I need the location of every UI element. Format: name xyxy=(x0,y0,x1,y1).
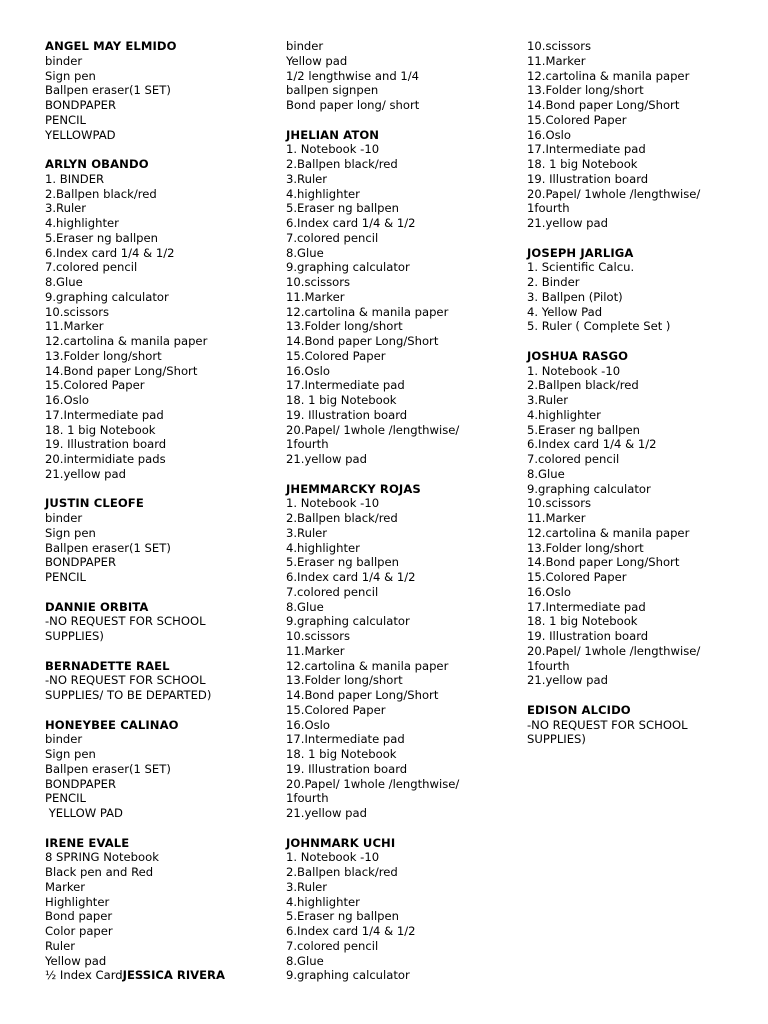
supply-item: 11.Marker xyxy=(286,289,345,304)
supply-item: 12.cartolina & manila paper xyxy=(527,525,690,540)
student-block-jhemmarcky-rojas xyxy=(286,482,516,821)
supply-item: 5.Eraser ng ballpen xyxy=(527,422,641,437)
student-name: JOSHUA RASGO xyxy=(527,348,629,363)
supply-item: -NO REQUEST FOR SCHOOL xyxy=(45,614,206,629)
supply-item: 3.Ruler xyxy=(45,201,87,216)
supply-item: YELLOW PAD xyxy=(45,806,123,820)
column-right xyxy=(527,39,759,762)
supply-item: 5. Ruler ( Complete Set ) xyxy=(527,319,671,334)
supply-item: 9.graphing calculator xyxy=(286,260,410,275)
supply-item: 20.Papel/ 1whole /lengthwise/ xyxy=(286,422,460,437)
supply-item: -NO REQUEST FOR SCHOOL xyxy=(527,717,688,732)
supply-item: PENCIL xyxy=(45,112,86,127)
supply-item: Marker xyxy=(45,879,86,894)
student-name: DANNIE ORBITA xyxy=(45,599,149,614)
supply-item: 17.Intermediate pad xyxy=(286,732,405,747)
supply-item: 3.Ruler xyxy=(527,393,569,407)
supply-item: SUPPLIES/ TO BE DEPARTED) xyxy=(45,688,212,702)
student-name: JHEMMARCKY ROJAS xyxy=(286,481,421,496)
supply-item: 2. Binder xyxy=(527,275,580,289)
supply-item: YELLOWPAD xyxy=(45,127,116,142)
supply-item: 21.yellow pad xyxy=(527,673,608,688)
supply-item: 11.Marker xyxy=(286,643,345,658)
supply-item: 1. Scientific Calcu. xyxy=(527,260,635,275)
supply-item: 16.Oslo xyxy=(286,363,330,378)
supply-item: Yellow pad xyxy=(45,953,107,968)
supply-item: 10.scissors xyxy=(286,629,351,643)
student-name: EDISON ALCIDO xyxy=(527,702,631,717)
supply-item: 2.Ballpen black/red xyxy=(286,157,398,171)
supply-item: 3.Ruler xyxy=(286,525,328,540)
supply-item: BONDPAPER xyxy=(45,555,117,570)
supply-item: 13.Folder long/short xyxy=(527,83,644,98)
continued-block xyxy=(527,39,759,231)
continued-block xyxy=(286,39,516,113)
supply-item: 10.scissors xyxy=(45,304,110,319)
supply-item: 19. Illustration board xyxy=(286,761,408,776)
supply-item: 10.scissors xyxy=(527,496,592,511)
student-block-bernadette-rael xyxy=(45,659,275,703)
student-name: IRENE EVALE xyxy=(45,835,130,850)
supply-item: 9.graphing calculator xyxy=(45,289,169,304)
supply-item: 18. 1 big Notebook xyxy=(527,614,638,629)
supply-item: 1fourth xyxy=(286,791,329,806)
supply-item: 4.highlighter xyxy=(45,216,119,230)
supply-item: 6.Index card 1/4 & 1/2 xyxy=(286,924,416,938)
supply-item: 7.colored pencil xyxy=(45,260,138,275)
supply-item: 3. Ballpen (Pilot) xyxy=(527,289,623,304)
supply-item: 6.Index card 1/4 & 1/2 xyxy=(527,437,657,452)
supply-item: 13.Folder long/short xyxy=(45,348,162,363)
supply-item: 13.Folder long/short xyxy=(286,673,403,688)
supply-item: 9.graphing calculator xyxy=(286,614,410,629)
supply-item: 12.cartolina & manila paper xyxy=(45,334,208,348)
supply-item: 5.Eraser ng ballpen xyxy=(286,201,400,216)
supply-item-with-next-name xyxy=(45,968,275,983)
supply-item: 9.graphing calculator xyxy=(286,968,410,983)
student-name: JUSTIN CLEOFE xyxy=(45,496,144,511)
supply-item: 7.colored pencil xyxy=(286,230,379,245)
supply-item: 12.cartolina & manila paper xyxy=(286,658,449,673)
column-middle xyxy=(286,39,516,998)
student-name: JESSICA RIVERA xyxy=(122,968,225,983)
supply-item: 6.Index card 1/4 & 1/2 xyxy=(286,216,416,230)
supply-item: 14.Bond paper Long/Short xyxy=(286,688,439,702)
supply-item: 4.highlighter xyxy=(286,186,360,201)
supply-item: 18. 1 big Notebook xyxy=(286,393,397,407)
supply-item: 18. 1 big Notebook xyxy=(45,422,156,437)
supply-item: 2.Ballpen black/red xyxy=(286,865,398,879)
supply-item: Sign pen xyxy=(45,68,96,83)
student-name: BERNADETTE RAEL xyxy=(45,658,170,673)
supply-item: 10.scissors xyxy=(286,275,351,289)
supply-item: 16.Oslo xyxy=(45,393,89,407)
supply-item: 1. Notebook -10 xyxy=(527,363,621,378)
supply-item: 2.Ballpen black/red xyxy=(45,186,157,201)
supply-item: 15.Colored Paper xyxy=(45,378,145,393)
student-block-irene-evale xyxy=(45,836,275,984)
supply-item: 2.Ballpen black/red xyxy=(527,378,639,393)
student-block-arlyn-obando xyxy=(45,157,275,482)
supply-item: 3.Ruler xyxy=(286,879,328,894)
supply-item: 1/2 lengthwise and 1/4 xyxy=(286,68,420,83)
supply-item: 17.Intermediate pad xyxy=(286,378,405,393)
student-block-joshua-rasgo xyxy=(527,349,759,688)
supply-item: 14.Bond paper Long/Short xyxy=(45,363,198,378)
supply-item: 7.colored pencil xyxy=(286,584,379,599)
supply-item: 19. Illustration board xyxy=(527,629,649,643)
supply-item: Bond paper long/ short xyxy=(286,98,420,112)
supply-item: 4.highlighter xyxy=(286,894,360,909)
supply-item: PENCIL xyxy=(45,570,86,584)
supply-item: 15.Colored Paper xyxy=(286,702,386,717)
supply-item: 10.scissors xyxy=(527,39,592,53)
supply-item: 4. Yellow Pad xyxy=(527,304,603,319)
supply-item: 12.cartolina & manila paper xyxy=(527,68,690,83)
supply-item: 21.yellow pad xyxy=(286,452,367,466)
student-block-angel-may-elmido xyxy=(45,39,275,142)
supply-item: 14.Bond paper Long/Short xyxy=(527,555,680,570)
student-name: JOSEPH JARLIGA xyxy=(527,245,634,260)
student-name: JOHNMARK UCHI xyxy=(286,835,396,850)
supply-item: SUPPLIES) xyxy=(45,629,104,643)
supply-item: Ballpen eraser(1 SET) xyxy=(45,83,171,98)
student-block-joseph-jarliga xyxy=(527,246,759,335)
supply-item: 11.Marker xyxy=(45,319,104,334)
student-name: ANGEL MAY ELMIDO xyxy=(45,39,177,53)
student-block-dannie-orbita xyxy=(45,600,275,644)
supply-item: 21.yellow pad xyxy=(45,466,126,481)
supply-item: 14.Bond paper Long/Short xyxy=(527,98,680,112)
supply-item: 13.Folder long/short xyxy=(286,319,403,334)
supply-item: 17.Intermediate pad xyxy=(45,407,164,422)
supply-item: 15.Colored Paper xyxy=(527,112,627,127)
student-name: ARLYN OBANDO xyxy=(45,157,149,171)
supply-item: 15.Colored Paper xyxy=(286,348,386,363)
supply-item: 21.yellow pad xyxy=(527,216,608,230)
supply-item: 11.Marker xyxy=(527,53,586,68)
column-left xyxy=(45,39,275,998)
supply-item: 19. Illustration board xyxy=(45,437,167,452)
supply-item: SUPPLIES) xyxy=(527,732,586,747)
supply-item: 8.Glue xyxy=(286,953,324,968)
supply-item: 6.Index card 1/4 & 1/2 xyxy=(45,245,175,260)
supply-item: 20.intermidiate pads xyxy=(45,452,166,466)
supply-item: 1. Notebook -10 xyxy=(286,142,380,157)
supply-item: 1fourth xyxy=(527,201,570,216)
supply-item: 2.Ballpen black/red xyxy=(286,511,398,525)
supply-item: PENCIL xyxy=(45,791,86,806)
supply-item: binder xyxy=(45,511,83,525)
supply-item: 14.Bond paper Long/Short xyxy=(286,334,439,348)
supply-item: Ballpen eraser(1 SET) xyxy=(45,540,171,555)
supply-item: 1fourth xyxy=(286,437,329,452)
supply-item: 8.Glue xyxy=(286,245,324,260)
supply-item: -NO REQUEST FOR SCHOOL xyxy=(45,673,206,688)
supply-item: 8.Glue xyxy=(286,599,324,614)
supply-item: 7.colored pencil xyxy=(527,452,620,466)
supply-item: 12.cartolina & manila paper xyxy=(286,304,449,319)
supply-item: Sign pen xyxy=(45,747,96,761)
supply-item: 21.yellow pad xyxy=(286,806,367,820)
supply-item: Bond paper xyxy=(45,909,113,924)
supply-item: 20.Papel/ 1whole /lengthwise/ xyxy=(286,776,460,791)
supply-item: 1. Notebook -10 xyxy=(286,496,380,511)
supply-item: 16.Oslo xyxy=(527,127,571,142)
student-block-honeybee-calinao xyxy=(45,718,275,821)
supply-item: 5.Eraser ng ballpen xyxy=(45,230,159,245)
supply-item: 16.Oslo xyxy=(527,584,571,599)
supply-item: ballpen signpen xyxy=(286,83,379,98)
supply-item: 4.highlighter xyxy=(527,407,601,422)
supply-item: 8.Glue xyxy=(45,275,83,289)
supply-item: 17.Intermediate pad xyxy=(527,599,646,614)
supply-item: Yellow pad xyxy=(286,53,348,68)
supply-item: 7.colored pencil xyxy=(286,938,379,953)
supply-item: BONDPAPER xyxy=(45,98,117,112)
supply-item: 20.Papel/ 1whole /lengthwise/ xyxy=(527,186,701,201)
supply-item: ½ Index Card xyxy=(45,968,123,983)
supply-item: 20.Papel/ 1whole /lengthwise/ xyxy=(527,643,701,658)
supply-item: 11.Marker xyxy=(527,511,586,525)
supply-item: Highlighter xyxy=(45,894,110,909)
student-block-edison-alcido xyxy=(527,703,759,747)
supply-item: 18. 1 big Notebook xyxy=(527,157,638,171)
supply-item: 5.Eraser ng ballpen xyxy=(286,909,400,924)
supply-item: 1. Notebook -10 xyxy=(286,850,380,865)
student-block-jhelian-aton xyxy=(286,128,516,467)
supply-item: 1fourth xyxy=(527,658,570,673)
student-name: JHELIAN ATON xyxy=(286,127,380,142)
supply-item: 13.Folder long/short xyxy=(527,540,644,555)
supply-item: Black pen and Red xyxy=(45,865,154,879)
supply-item: 4.highlighter xyxy=(286,540,360,555)
student-block-johnmark-uchi xyxy=(286,836,516,984)
supply-item: Color paper xyxy=(45,924,113,938)
supply-item: binder xyxy=(45,53,83,68)
supply-item: BONDPAPER xyxy=(45,776,117,791)
supply-item: 18. 1 big Notebook xyxy=(286,747,397,761)
supply-item: 16.Oslo xyxy=(286,717,330,732)
supply-item: 17.Intermediate pad xyxy=(527,142,646,157)
supply-item: 9.graphing calculator xyxy=(527,481,651,496)
supply-item: Ruler xyxy=(45,938,76,953)
supply-item: 19. Illustration board xyxy=(286,407,408,422)
supply-item: 8 SPRING Notebook xyxy=(45,850,159,865)
supply-item: 1. BINDER xyxy=(45,171,105,186)
supply-item: 6.Index card 1/4 & 1/2 xyxy=(286,570,416,584)
supply-item: 19. Illustration board xyxy=(527,171,649,186)
supply-item: 3.Ruler xyxy=(286,171,328,186)
supply-item: Ballpen eraser(1 SET) xyxy=(45,761,171,776)
supply-item: binder xyxy=(45,732,83,747)
supply-item: 5.Eraser ng ballpen xyxy=(286,555,400,570)
student-name: HONEYBEE CALINAO xyxy=(45,717,179,732)
supply-item: Sign pen xyxy=(45,525,96,540)
supply-item: 15.Colored Paper xyxy=(527,570,627,584)
supply-item: binder xyxy=(286,39,324,53)
supply-item: 8.Glue xyxy=(527,466,565,481)
student-block-justin-cleofe xyxy=(45,496,275,585)
